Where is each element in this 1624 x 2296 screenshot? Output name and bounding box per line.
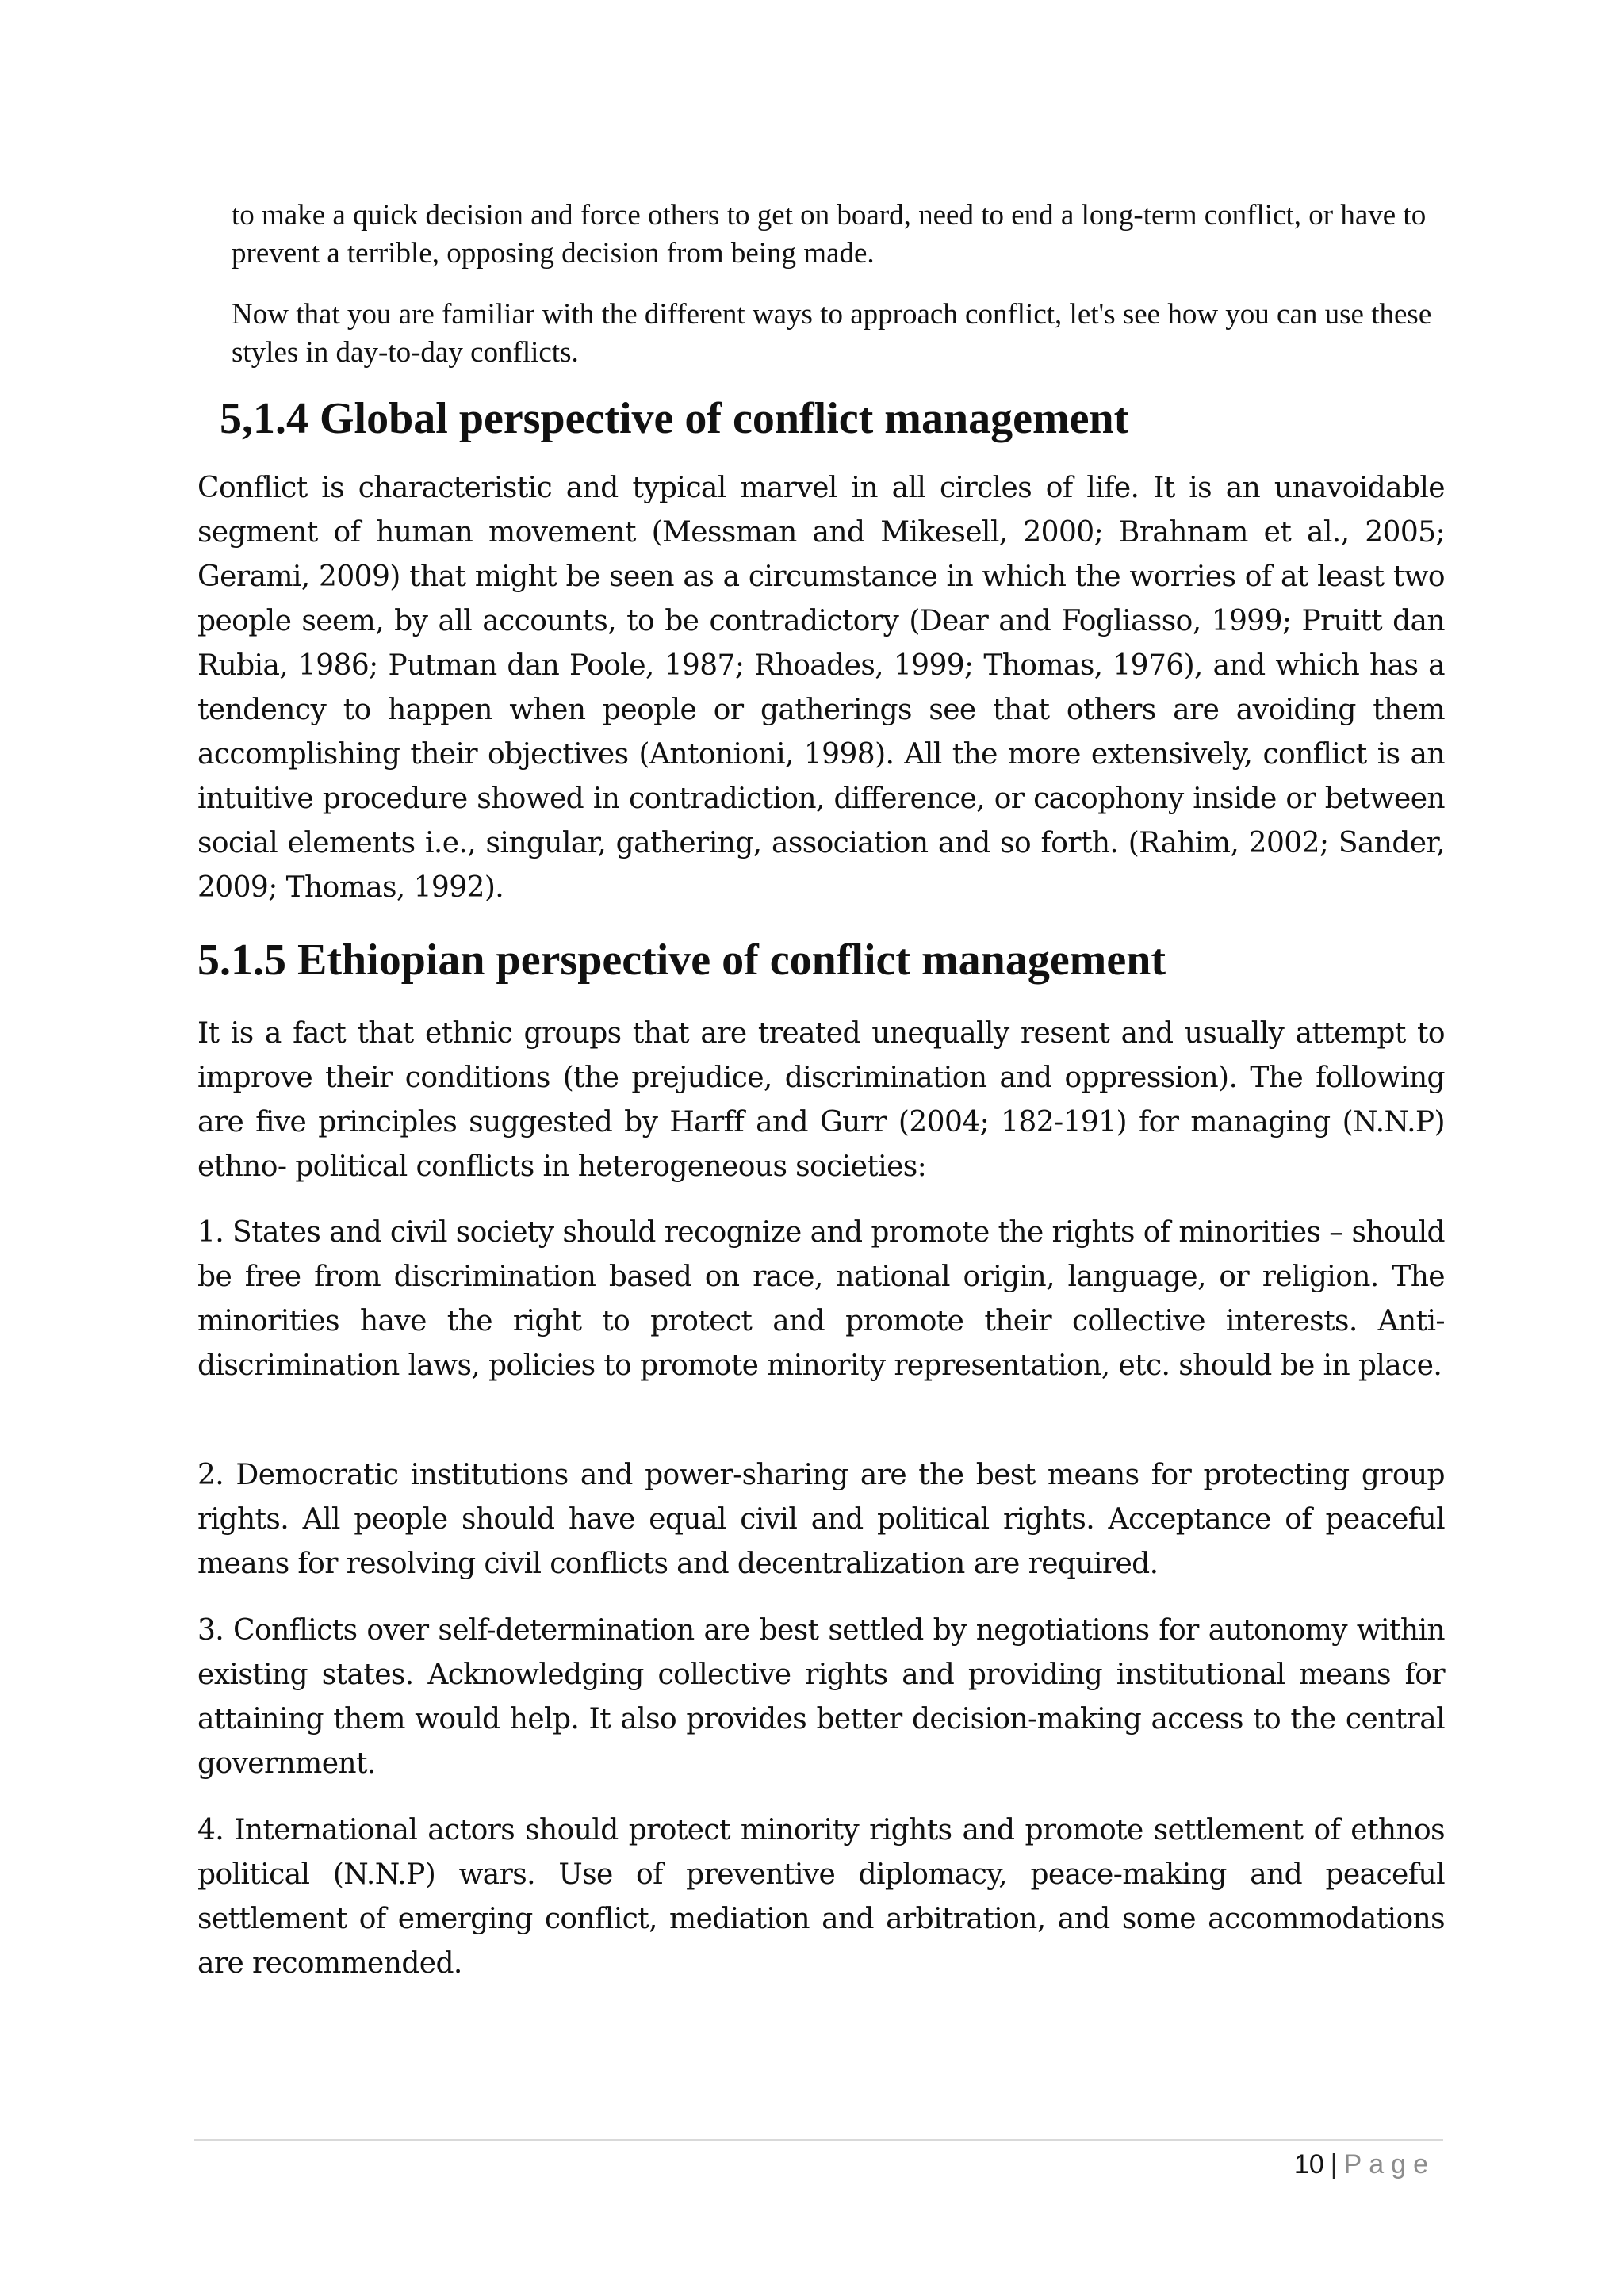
principle-item-4: 4. International actors should protect minority rights and promote settlement of ethnos political (N.N.P) wars. Use of preventive diplomacy, peace-making and peaceful settlement of emerging conflict, mediation and arbitration, and some accommodations are recommended. (197, 1814, 1445, 1980)
ethiopian-intro-paragraph: It is a fact that ethnic groups that are treated unequally resent and usually attempt to improve their conditions (the prejudice, discrimination and oppression). The following are five principles suggested by Harff and Gurr (2004; 182-191) for managing (N.N.P) ethno- political conflicts in heterogeneous societies: (197, 1017, 1445, 1183)
principle-item-2: 2. Democratic institutions and power-sharing are the best means for protecting group rights. All people should have equal civil and political rights. Acceptance of peaceful means for resolving civil conflicts and decentralization are required. (197, 1459, 1445, 1580)
intro-paragraph-1: to make a quick decision and force others to get on board, need to end a long-term conflict, or have to prevent a terrible, opposing decision from being made. (232, 199, 1427, 270)
principle-item-3: 3. Conflicts over self-determination are best settled by negotiations for autonomy within existing states. Acknowledging collective rights and providing institutional means for attaining them would help. It also provides better decision-making access to the central government. (197, 1614, 1445, 1780)
principle-item-1: 1. States and civil society should recognize and promote the rights of minorities – should be free from discrimination based on race, national origin, language, or religion. The minorities have the right to protect and promote their collective interests. Anti-discrimination laws, policies to promote minority representation, etc. should be in place. (197, 1216, 1445, 1382)
page-footer (1294, 2147, 1435, 2182)
section-heading-global: 5,1.4 Global perspective of conflict management (220, 394, 1129, 443)
footer-divider (194, 2139, 1443, 2141)
page-number: 10 (1293, 2149, 1324, 2179)
intro-paragraph-2: Now that you are familiar with the different ways to approach conflict, let's see how you can use these styles in day-to-day conflicts. (232, 298, 1432, 369)
global-perspective-paragraph: Conflict is characteristic and typical marvel in all circles of life. It is an unavoidable segment of human movement (Messman and Mikesell, 2000; Brahnam et al., 2005; Gerami, 2009) that might be seen as a circumstance in which the worries of at least two people seem, by all accounts, to be contradictory (Dear and Fogliasso, 1999; Pruitt dan Rubia, 1986; Putman dan Poole, 1987; Rhoades, 1999; Thomas, 1976), and which has a tendency to happen when people or gatherings see that others are avoiding them accomplishing their objectives (Antonioni, 1998). All the more extensively, conflict is an intuitive procedure showed in contradiction, difference, or cacophony inside or between social elements i.e., singular, gathering, association and so forth. (Rahim, 2002; Sander, 2009; Thomas, 1992). (197, 472, 1445, 904)
footer-separator: | (1330, 2149, 1338, 2179)
page-label: Page (1343, 2149, 1435, 2179)
section-heading-ethiopian: 5.1.5 Ethiopian perspective of conflict management (197, 936, 1166, 985)
